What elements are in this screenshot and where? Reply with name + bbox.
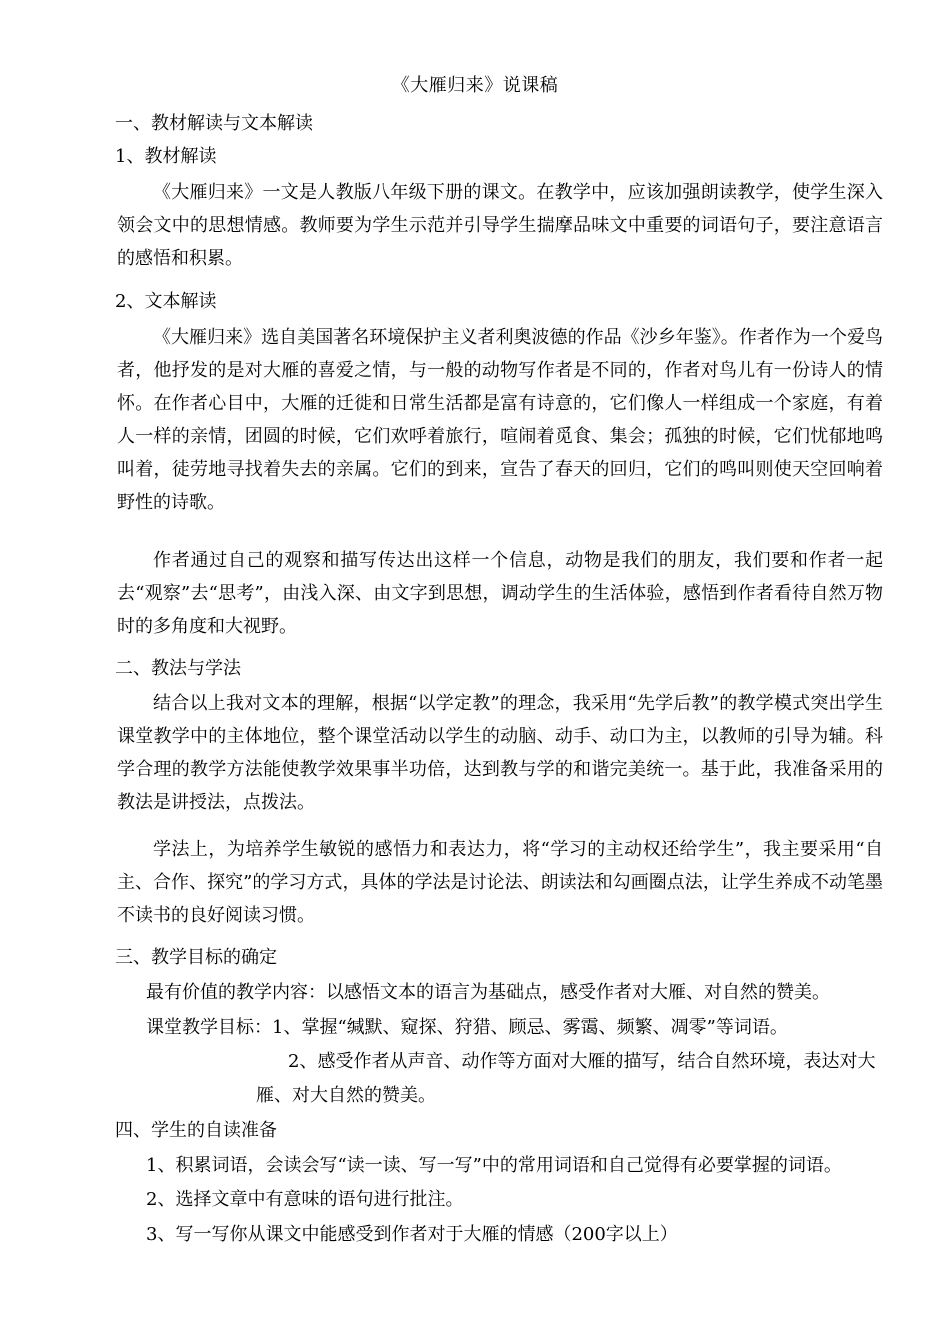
section4-item-2: 2、选择文章中有意味的语句进行批注。 [146,1189,464,1210]
section1-sub2-heading: 2、文本解读 [115,291,217,312]
section4-item-3: 3、写一写你从课文中能感受到作者对于大雁的情感（200字以上） [146,1224,678,1245]
section4-heading: 四、学生的自读准备 [115,1120,277,1141]
section3-content-line: 最有价值的教学内容：以感悟文本的语言为基础点，感受作者对大雁、对自然的赞美。 [146,982,830,1003]
section2-paragraph-2: 学法上，为培养学生敏锐的感悟力和表达力，将“学习的主动权还给学生”，我主要采用“自主、合作、探究”的学习方式，具体的学法是讨论法、朗读法和勾画圈点法，让学生养成不动笔墨不读书的良好阅读习惯。 [117,839,883,926]
section1-sub2-paragraph-2: 作者通过自己的观察和描写传达出这样一个信息，动物是我们的朋友，我们要和作者一起去“观察”去“思考”，由浅入深、由文字到思想，调动学生的生活体验，感悟到作者看待自然万物时的多角度和大视野。 [117,550,883,637]
section3-heading: 三、教学目标的确定 [115,947,277,968]
section3-goal-line-2b: 雁、对大自然的赞美。 [256,1085,436,1106]
section1-heading: 一、教材解读与文本解读 [115,113,313,134]
section2-paragraph-1: 结合以上我对文本的理解，根据“以学定教”的理念，我采用“先学后教”的教学模式突出学生课堂教学中的主体地位，整个课堂活动以学生的动脑、动手、动口为主，以教师的引导为辅。科学合理的教学方法能使教学效果事半功倍，达到教与学的和谐完美统一。基于此，我准备采用的教法是讲授法，点拨法。 [117,693,883,813]
section2-heading: 二、教法与学法 [115,658,241,679]
section4-item-1: 1、积累词语，会读会写“读一读、写一写”中的常用词语和自己觉得有必要掌握的词语。 [146,1155,842,1176]
section1-sub2-paragraph-1: 《大雁归来》选自美国著名环境保护主义者利奥波德的作品《沙乡年鉴》。作者作为一个爱鸟者，他抒发的是对大雁的喜爱之情，与一般的动物写作者是不同的，作者对鸟儿有一份诗人的情怀。在作者心目中，大雁的迁徙和日常生活都是富有诗意的，它们像人一样组成一个家庭，有着人一样的亲情，团圆的时候，它们欢呼着旅行，喧闹着觅食、集会；孤独的时候，它们忧郁地鸣叫着，徒劳地寻找着失去的亲属。它们的到来，宣告了春天的回归，它们的鸣叫则使天空回响着野性的诗歌。 [117,327,883,513]
page-title: 《大雁归来》说课稿 [391,75,559,96]
section1-sub1-heading: 1、教材解读 [115,146,217,167]
section3-goal-line-2a: 2、感受作者从声音、动作等方面对大雁的描写，结合自然环境，表达对大 [288,1051,876,1072]
section1-sub1-paragraph: 《大雁归来》一文是人教版八年级下册的课文。在教学中，应该加强朗读教学，使学生深入领会文中的思想情感。教师要为学生示范并引导学生揣摩品味文中重要的词语句子，要注意语言的感悟和积累。 [117,182,883,269]
section3-goal-line-1: 课堂教学目标：1、掌握“缄默、窥探、狩猎、顾忌、雾霭、频繁、凋零”等词语。 [146,1017,788,1038]
